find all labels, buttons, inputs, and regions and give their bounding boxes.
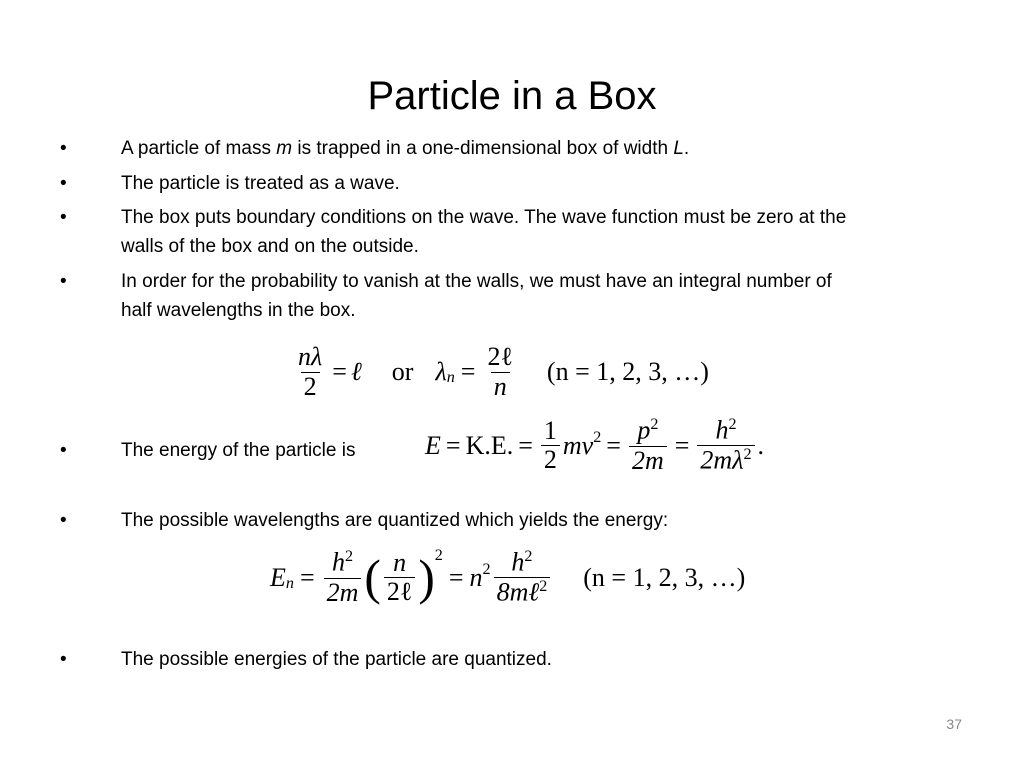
- bullet-text: The possible wavelengths are quantized which yields the energy:: [121, 510, 669, 531]
- fraction: $\frac{h^2}{2m}$: [324, 548, 362, 607]
- fraction: $\frac{1}{2}$: [541, 417, 560, 475]
- fraction: $\frac{p^2}{2m}$: [629, 416, 667, 475]
- open-paren: (: [364, 550, 381, 606]
- bullet-dot: •: [60, 510, 67, 531]
- bullet-dot: •: [60, 173, 67, 194]
- close-paren: ): [418, 550, 435, 606]
- slide-title: Particle in a Box: [367, 74, 657, 118]
- page-number: 37: [946, 716, 962, 732]
- equation-quantized-energy: E $_n$ = $\frac{h^2}{2m}$ ( $\frac{n}{\text{2ℓ}}$ ) $^2$ = n $^2$ $\frac{h^2}{8m\ell^2}$ (n = 1, 2, 3, …): [270, 546, 746, 607]
- fraction: $\frac{h^2}{2m\lambda^2}$: [697, 416, 754, 476]
- bullet-text: In order for the probability to vanish at the walls, we must have an integral number of half wavelengths in the box.: [121, 271, 832, 321]
- bullet-text: A particle of mass m is trapped in a one-dimensional box of width L.: [121, 138, 690, 159]
- fraction: $\frac{h^2}{8m\ell^2}$: [494, 548, 551, 608]
- bullet-dot: •: [60, 271, 67, 292]
- equation-energy: E = K.E. = $\frac{1}{2}$ mv $^2$ = $\frac{p^2}{2m}$ = $\frac{h^2}{2m\lambda^2}$ .: [425, 415, 765, 475]
- bullet-text: The possible energies of the particle are quantized.: [121, 649, 552, 670]
- fraction: $\frac{n\lambda}{2}$: [298, 342, 323, 401]
- bullet-dot: •: [60, 138, 67, 159]
- bullet-dot: •: [60, 207, 67, 228]
- fraction: $\frac{\text{2ℓ}}{n}$: [487, 342, 513, 401]
- bullet-text: The energy of the particle is: [121, 440, 356, 461]
- equation-half-wavelengths: $\frac{n\lambda}{2}$ = ℓ or λ $_n$ = $\frac{\text{2ℓ}}{n}$ (n = 1, 2, 3, …): [292, 343, 709, 401]
- bullet-text: The box puts boundary conditions on the wave. The wave function must be zero at the walls of the box and on the outside.: [121, 207, 847, 257]
- bullet-dot: •: [60, 649, 67, 670]
- fraction: $\frac{n}{\text{2ℓ}}$: [384, 549, 415, 607]
- bullet-dot: •: [60, 440, 67, 461]
- bullet-text: The particle is treated as a wave.: [121, 173, 400, 194]
